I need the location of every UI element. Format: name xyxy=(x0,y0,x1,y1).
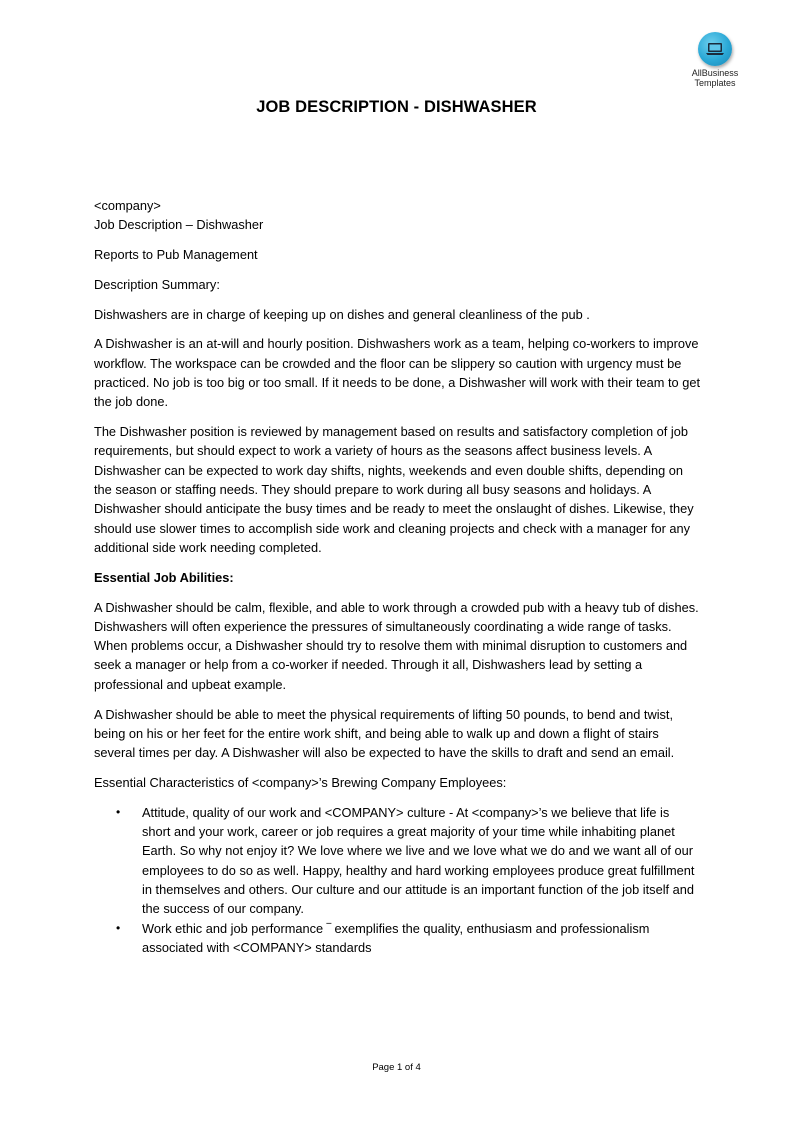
summary-paragraph-2: A Dishwasher is an at-will and hourly position. Dishwashers work as a team, helping co-workers to improve workflow. The workspace can be crowded and the floor can be slippery so caution with urgency must be practiced. No job is too big or too small. If it needs to be done, a Dishwasher will work with their team to get the job done. xyxy=(94,336,701,410)
reports-to: Reports to Pub Management xyxy=(94,247,258,263)
page-footer: Page 1 of 4 xyxy=(372,1062,421,1073)
characteristics-list xyxy=(94,803,700,957)
summary-paragraph-3: The Dishwasher position is reviewed by management based on results and satisfactory completion of job requirements, but should expect to work a variety of hours as the seasons affect business levels. A Dishwasher can be expected to work day shifts, nights, weekends and even double shifts, depending on the season or staffing needs. They should prepare to work during all busy seasons and holidays. A Dishwasher should anticipate the busy times and be ready to meet the onslaught of dishes. Likewise, they should use slower times to accomplish side work and cleaning projects and check with a manager for any additional side work needing completed. xyxy=(94,424,694,555)
job-description-subtitle: Job Description – Dishwasher xyxy=(94,217,264,233)
bullet-icon: • xyxy=(116,804,121,819)
characteristic-text: Work ethic and job performance ‾ exemplifies the quality, enthusiasm and professionalism associated with <COMPANY> standards xyxy=(142,920,650,955)
bullet-icon: • xyxy=(116,920,121,935)
document-body xyxy=(94,196,700,957)
page-title: JOB DESCRIPTION - DISHWASHER xyxy=(256,98,537,116)
logo-line-1: AllBusiness xyxy=(691,68,739,78)
company-placeholder: <company> xyxy=(94,198,161,213)
abilities-paragraph-1: A Dishwasher should be calm, flexible, and able to work through a crowded pub with a heavy tub of dishes. Dishwashers will often experience the pressures of simultaneously coordinating a wide range of tasks. When problems occur, a Dishwasher should try to resolve them with minimal disruption to customers and seek a manager or help from a co-worker if needed. Through it all, Dishwashers lead by setting a professional and upbeat example. xyxy=(94,599,699,692)
summary-paragraph-1: Dishwashers are in charge of keeping up on dishes and general cleanliness of the pub . xyxy=(94,306,590,322)
characteristics-heading: Essential Characteristics of <company>’s Brewing Company Employees: xyxy=(94,774,507,790)
list-item xyxy=(94,803,700,919)
characteristic-text: Attitude, quality of our work and <COMPANY> culture - At <company>’s we believe that life is short and your work, career or job requires a great majority of your time while inhabiting planet Earth. So why not enjoy it? We love where we live and we love what we do and we want all of our employees to do so as well. Happy, healthy and hard working employees produce great fulfillment in themselves and others. Our culture and our attitude is an important function of the job itself and the success of our company. xyxy=(142,804,695,917)
abilities-paragraph-2: A Dishwasher should be able to meet the physical requirements of lifting 50 pounds, to bend and twist, being on his or her feet for the entire work shift, and being able to walk up and down a flight of stairs several times per day. A Dishwasher will also be expected to have the skills to draft and send an email. xyxy=(94,706,675,761)
allbusiness-logo xyxy=(670,32,760,88)
laptop-icon xyxy=(698,32,732,66)
summary-heading: Description Summary: xyxy=(94,276,220,292)
abilities-heading: Essential Job Abilities: xyxy=(94,569,234,585)
list-item xyxy=(94,919,700,958)
logo-line-2: Templates xyxy=(694,78,736,88)
